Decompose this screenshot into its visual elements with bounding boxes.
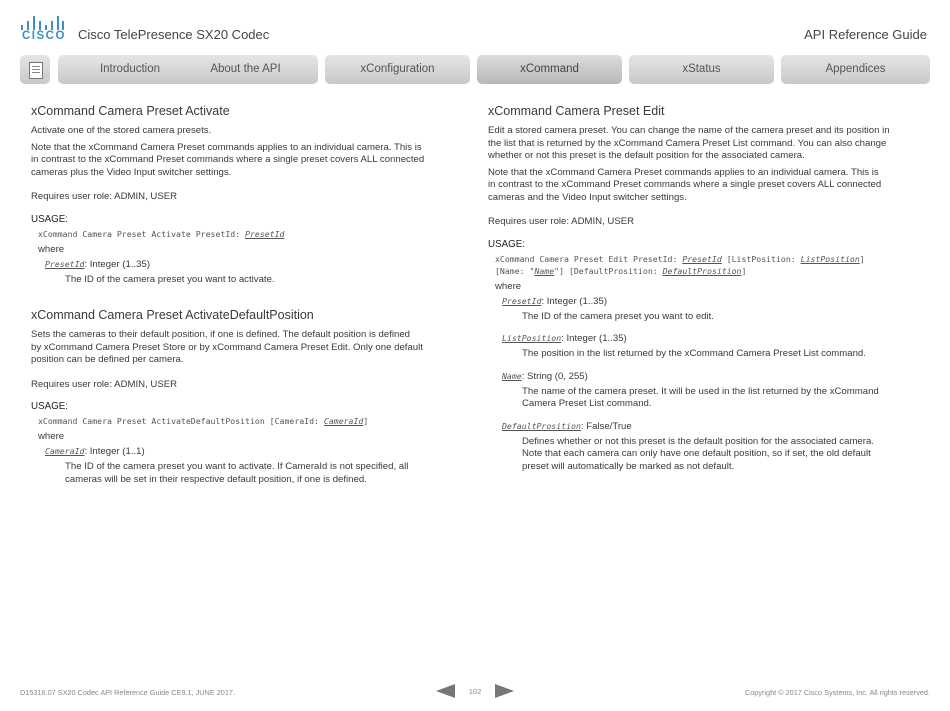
required-role: Requires user role: ADMIN, USER <box>31 378 178 390</box>
section-title: xCommand Camera Preset Activate <box>31 104 230 118</box>
param-description: The ID of the camera preset you want to edit. <box>522 310 714 322</box>
note: Note that the xCommand Camera Preset commands applies to an individual camera. This is in contrast to the xCommand Preset commands where a single preset covers ALL connected cameras and the Video Input switcher settings. <box>488 166 882 203</box>
logo-text: CISCO <box>22 30 66 42</box>
where-label: where <box>38 431 65 442</box>
usage-heading: USAGE: <box>31 213 69 225</box>
usage-code: xCommand Camera Preset Activate PresetId: PresetId <box>38 228 285 239</box>
param-description: The position in the list returned by the xCommand Camera Preset List command. <box>522 348 866 359</box>
tab-xstatus[interactable]: xStatus <box>629 55 774 84</box>
param-description: Defines whether or not this preset is the default position for the associated camera. Note that each camera can only have one default position, so if set, the old default preset will automatically be marked as not default. <box>522 435 874 472</box>
description: Edit a stored camera preset. You can change the name of the camera preset and its position in the list that is returned by the xCommand Camera Preset List command. You can also change whether or not this preset is the default position for the associated camera. <box>488 125 890 161</box>
tab-about-the-api[interactable]: About the API <box>173 55 318 84</box>
param-name: Name: String (0, 255) <box>502 370 588 382</box>
param-list <box>488 295 928 474</box>
required-role: Requires user role: ADMIN, USER <box>488 216 635 227</box>
description: Sets the cameras to their default position, if one is defined. The default position is defined by xCommand Camera Preset Store or by xCommand Camera Preset Edit. Only one default position can be defined per camera. <box>31 329 423 365</box>
param-defaultprosition: DefaultProsition: False/True <box>502 420 632 432</box>
document-icon[interactable] <box>20 55 50 84</box>
description: Activate one of the stored camera presets. <box>31 125 212 136</box>
logo-bars-icon <box>20 16 64 30</box>
usage-code: xCommand Camera Preset Edit PresetId: PresetId [ListPosition: ListPosition] [Name: "Name"] [DefaultProsition: DefaultProsition] <box>495 253 865 276</box>
tab-appendices[interactable]: Appendices <box>781 55 930 84</box>
section-preset-activate-default-position <box>31 308 461 486</box>
product-title: Cisco TelePresence SX20 Codec <box>78 27 270 42</box>
where-label: where <box>38 243 65 255</box>
page-number: 102 <box>468 687 482 696</box>
where-label: where <box>495 280 522 292</box>
previous-page-icon[interactable] <box>436 684 455 698</box>
tab-introduction[interactable]: Introduction <box>58 55 202 84</box>
usage-heading: USAGE: <box>488 238 526 250</box>
param-description: The ID of the camera preset you want to activate. If CameraId is not specified, all cameras will be set in their respective default position, if one is defined. <box>65 461 409 485</box>
next-page-icon[interactable] <box>495 684 514 698</box>
param-description: The ID of the camera preset you want to activate. <box>65 273 275 285</box>
right-column <box>488 104 928 482</box>
left-column <box>31 104 461 504</box>
footer-doc-id: D15316.07 SX20 Codec API Reference Guide CE9.1, JUNE 2017. <box>20 688 235 697</box>
usage-code: xCommand Camera Preset ActivateDefaultPosition [CameraId: CameraId] <box>38 416 369 426</box>
required-role: Requires user role: ADMIN, USER <box>31 191 178 202</box>
footer-copyright: Copyright © 2017 Cisco Systems, Inc. All rights reserved. <box>744 688 930 697</box>
param-description: The name of the camera preset. It will be used in the list returned by the xCommand Camera Preset List command. <box>522 385 879 409</box>
param-cameraid: CameraId: Integer (1..1) <box>45 446 145 457</box>
section-title: xCommand Camera Preset ActivateDefaultPosition <box>31 308 314 322</box>
usage-heading: USAGE: <box>31 401 69 412</box>
section-preset-activate <box>31 104 461 286</box>
tab-xcommand[interactable]: xCommand <box>477 55 622 84</box>
guide-title: API Reference Guide <box>804 27 927 42</box>
pager <box>436 684 514 698</box>
tab-xconfiguration[interactable]: xConfiguration <box>325 55 470 84</box>
param-presetid: PresetId: Integer (1..35) <box>502 295 608 307</box>
param-presetid: PresetId: Integer (1..35) <box>45 258 151 270</box>
param-listposition: ListPosition: Integer (1..35) <box>502 333 627 344</box>
header <box>0 0 950 52</box>
note: Note that the xCommand Camera Preset commands applies to an individual camera. This is in contrast to the xCommand Preset commands where a single preset covers ALL connected cameras plus the Video Input switcher settings. <box>31 141 425 178</box>
section-title: xCommand Camera Preset Edit <box>488 104 665 118</box>
cisco-logo <box>20 16 64 42</box>
nav-tabs <box>20 55 930 85</box>
